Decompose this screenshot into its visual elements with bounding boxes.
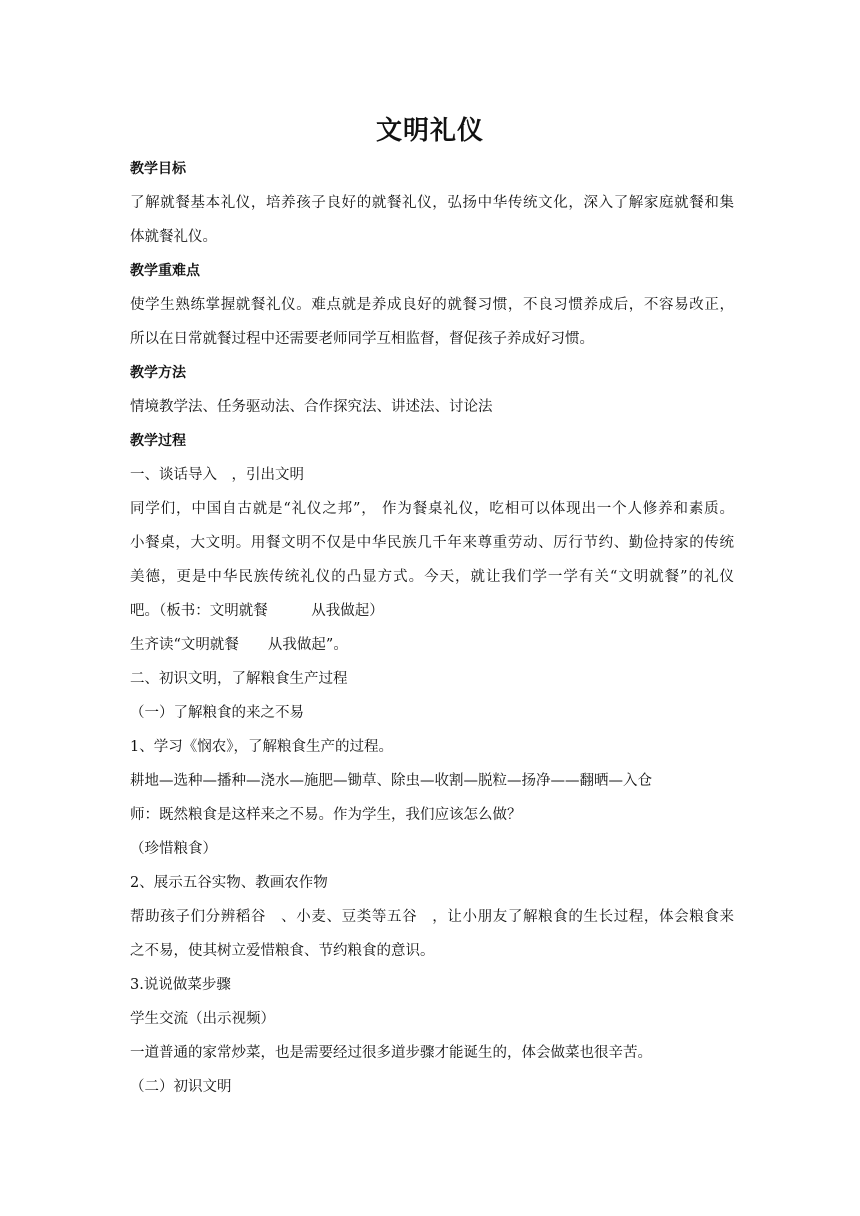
paragraph-line: （二）初识文明 — [130, 1079, 232, 1095]
paragraph-line: 小餐桌，大文明。用餐文明不仅是中华民族几千年来尊重劳动、厉行节约、勤俭持家的传统 — [130, 535, 734, 551]
paragraph-line: 2、展示五谷实物、教画农作物 — [130, 875, 328, 891]
paragraph-line: 美德，更是中华民族传统礼仪的凸显方式。今天，就让我们学一学有关“文明就餐”的礼仪 — [130, 569, 734, 585]
document-title: 文明礼仪 — [375, 116, 484, 146]
section-heading: 教学方法 — [130, 365, 186, 381]
paragraph-line: （一）了解粮食的来之不易 — [130, 705, 304, 721]
paragraph-line: （珍惜粮食） — [130, 841, 217, 857]
paragraph-line: 情境教学法、任务驱动法、合作探究法、讲述法、讨论法 — [130, 399, 493, 415]
paragraph-line: 学生交流（出示视频） — [130, 1011, 275, 1027]
document-body — [130, 152, 734, 1104]
paragraph-line: 1、学习《悯农》，了解粮食生产的过程。 — [130, 739, 393, 755]
paragraph-line: 所以在日常就餐过程中还需要老师同学互相监督，督促孩子养成好习惯。 — [130, 331, 594, 347]
paragraph-line: 3.说说做菜步骤 — [130, 977, 231, 993]
paragraph-line: 使学生熟练掌握就餐礼仪。难点就是养成良好的就餐习惯，不良习惯养成后，不容易改正， — [130, 297, 734, 313]
paragraph-line: 二、初识文明，了解粮食生产过程 — [130, 671, 348, 687]
section-heading: 教学重难点 — [130, 263, 200, 279]
paragraph-line: 同学们，中国自古就是“礼仪之邦”， 作为餐桌礼仪，吃相可以体现出一个人修养和素质。 — [130, 501, 734, 517]
section-heading: 教学目标 — [130, 161, 186, 177]
paragraph-line: 一道普通的家常炒菜，也是需要经过很多道步骤才能诞生的，体会做菜也很辛苦。 — [130, 1045, 652, 1061]
paragraph-line: 体就餐礼仪。 — [130, 229, 217, 245]
paragraph-line: 吧。（板书：文明就餐 从我做起） — [130, 603, 384, 619]
paragraph-line: 一、谈话导入 ，引出文明 — [130, 467, 304, 483]
paragraph-line: 师：既然粮食是这样来之不易。作为学生，我们应该怎么做？ — [130, 807, 522, 823]
paragraph-line: 生齐读“文明就餐 从我做起”。 — [130, 637, 348, 653]
paragraph-line: 耕地—选种—播种—浇水—施肥—锄草、除虫—收割—脱粒—扬净——翻晒—入仓 — [130, 773, 652, 789]
paragraph-line: 之不易，使其树立爱惜粮食、节约粮食的意识。 — [130, 943, 435, 959]
paragraph-line: 帮助孩子们分辨稻谷 、小麦、豆类等五谷 ，让小朋友了解粮食的生长过程，体会粮食来 — [130, 909, 734, 925]
section-heading: 教学过程 — [130, 433, 186, 449]
paragraph-line: 了解就餐基本礼仪，培养孩子良好的就餐礼仪，弘扬中华传统文化，深入了解家庭就餐和集 — [130, 195, 734, 211]
